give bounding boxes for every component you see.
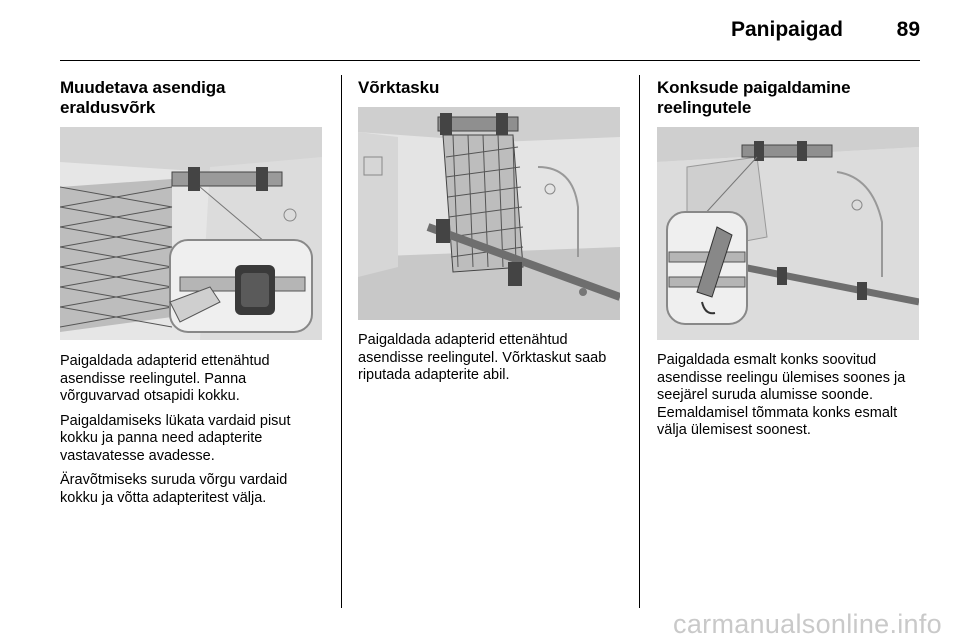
- column-1-paragraph-2: Paigaldamiseks lükata vardaid pisut kokku ja panna need adapterite vastavatesse avadesse.: [60, 412, 291, 464]
- column-hooks: [657, 78, 927, 118]
- column-1-paragraph-1: Paigaldada adapterid ettenähtud asendisse reelingutel. Panna võrguvarvad otsapidi kokku.: [60, 353, 270, 404]
- header-divider: [60, 60, 920, 61]
- adjustable-net-illustration: [60, 127, 322, 340]
- column-3-paragraph-1: Paigaldada esmalt konks soovitud asendisse reelingu ülemises soones ja seejärel suruda alumisse soonde. Eemaldamisel tõmmata konks esmalt välja ülemisest soonest.: [657, 352, 906, 438]
- column-1-heading: Muudetava asendiga eraldusvõrk: [60, 78, 226, 117]
- column-adjustable-net: [60, 78, 325, 118]
- column-1-body: [60, 353, 325, 514]
- column-3-heading: Konksude paigaldamine reelingutele: [657, 78, 851, 117]
- section-title: Panipaigad: [730, 18, 843, 41]
- watermark: carmanualsonline.info: [673, 609, 942, 639]
- net-pocket-illustration: [358, 107, 620, 320]
- column-3-body: [657, 352, 927, 447]
- column-2-heading: Võrktasku: [358, 78, 440, 97]
- column-net-pocket: [358, 78, 623, 98]
- column-2-body: [358, 332, 623, 392]
- hooks-illustration: [657, 127, 919, 340]
- column-2-paragraph-1: Paigaldada adapterid ettenähtud asendisse reelingutel. Võrktaskut saab riputada adapterite abil.: [358, 332, 607, 383]
- page-header: [0, 0, 960, 62]
- column-1-paragraph-3: Äravõtmiseks suruda võrgu vardaid kokku ja võtta adapteritest välja.: [60, 472, 288, 506]
- column-divider-2: [639, 75, 640, 608]
- column-divider-1: [341, 75, 342, 608]
- page-number: 89: [896, 18, 920, 41]
